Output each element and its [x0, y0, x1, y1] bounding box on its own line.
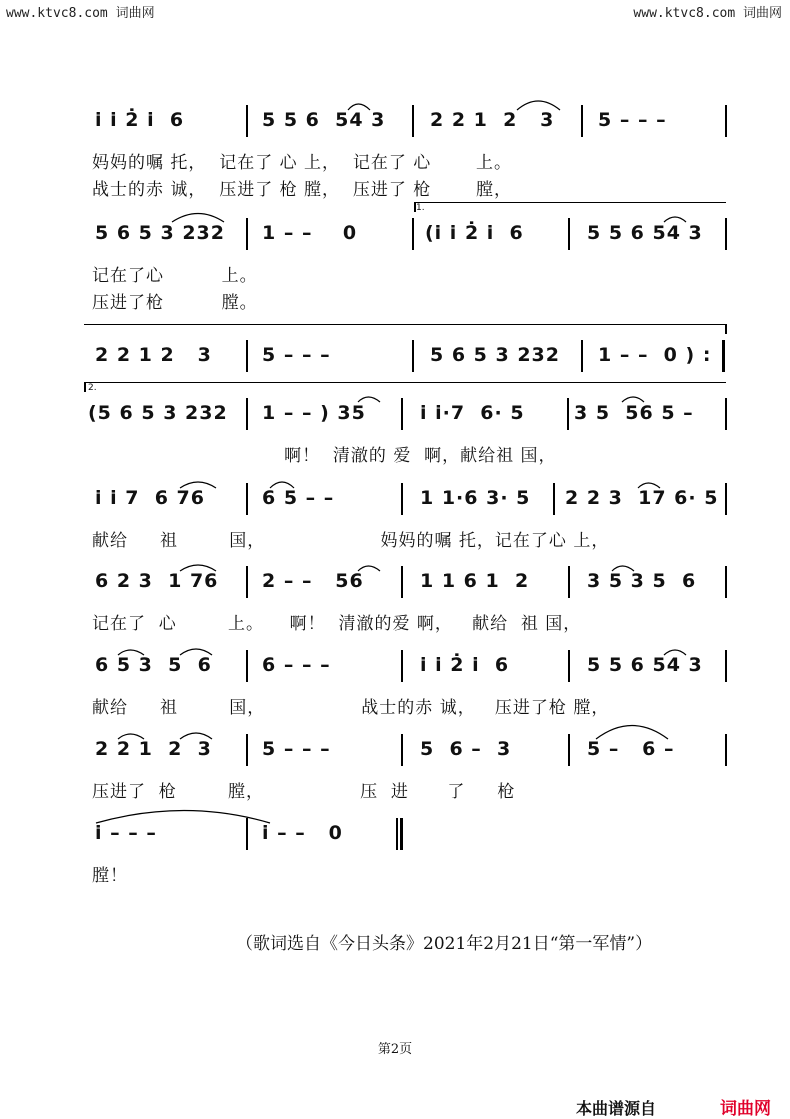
barline	[567, 398, 569, 430]
measure: 1 – – 0 ) :	[598, 344, 712, 366]
measure: 5 6 5 3 232	[95, 222, 226, 244]
final-barline-thick	[400, 818, 403, 850]
barline	[725, 734, 727, 766]
measure: 1 1 6 1 2	[420, 570, 530, 592]
lyric-line: 压进了枪 膛。	[92, 293, 258, 313]
barline	[412, 340, 414, 372]
lyric-line: 战士的赤 诚， 压进了 枪 膛， 压进了 枪 膛，	[92, 180, 513, 200]
measure: 2 2 1 2 3	[95, 344, 212, 366]
barline	[412, 105, 414, 137]
barline	[553, 483, 555, 515]
measure: (i i 2̇ i 6	[425, 222, 524, 244]
measure: 5 – – –	[598, 109, 667, 131]
barline	[725, 566, 727, 598]
barline	[568, 650, 570, 682]
barline	[246, 734, 248, 766]
watermark-left: www.ktvc8.com 词曲网	[6, 6, 155, 21]
barline	[401, 566, 403, 598]
barline	[246, 650, 248, 682]
measure: 2 2 3 17 6· 5	[565, 487, 719, 509]
barline	[246, 483, 248, 515]
lyric-line: 记在了 心 上。 啊！ 清澈的爱 啊， 献给 祖 国，	[92, 614, 582, 634]
barline	[246, 105, 248, 137]
barline	[246, 340, 248, 372]
measure: 1 – – ) 35	[262, 402, 366, 424]
page-number: 第2页	[377, 1042, 413, 1057]
measure: i i·7 6· 5	[420, 402, 525, 424]
measure: i – – 0	[262, 822, 343, 844]
measure: 5 5 6 54 3	[587, 654, 703, 676]
measure: 5 – – –	[262, 344, 331, 366]
barline	[725, 218, 727, 250]
final-barline-thin	[396, 818, 398, 850]
volta-number: 1.	[416, 203, 425, 213]
barline	[725, 105, 727, 137]
barline	[568, 566, 570, 598]
repeat-end-barline	[722, 340, 725, 372]
volta-bracket	[84, 382, 726, 383]
lyric-line: 膛！	[92, 866, 128, 886]
measure: 5 – 6 –	[587, 738, 675, 760]
measure: 5 6 5 3 232	[430, 344, 561, 366]
volta-bracket-end	[725, 324, 727, 334]
measure: 6 – – –	[262, 654, 331, 676]
lyric-line: 献给 祖 国， 妈妈的嘱 托，记在了心 上，	[92, 531, 610, 551]
measure: 6 5 – –	[262, 487, 335, 509]
measure: 1 – – 0	[262, 222, 358, 244]
measure: 2 – – 56	[262, 570, 364, 592]
measure: 6 2 3 1 76	[95, 570, 219, 592]
measure: 3 5 3 5 6	[587, 570, 697, 592]
barline	[401, 650, 403, 682]
barline	[246, 818, 248, 850]
barline	[581, 105, 583, 137]
measure: 5 5 6 54 3	[587, 222, 703, 244]
watermark-right: www.ktvc8.com 词曲网	[633, 6, 782, 21]
lyric-line: 记在了心 上。	[92, 266, 258, 286]
volta-bracket-start	[84, 382, 86, 392]
barline	[246, 218, 248, 250]
barline	[401, 398, 403, 430]
volta-number: 2.	[88, 383, 97, 393]
measure: i – – –	[95, 822, 157, 844]
barline	[725, 650, 727, 682]
barline	[246, 566, 248, 598]
measure: (5 6 5 3 232	[88, 402, 228, 424]
measure: i i 2̇ i 6	[420, 654, 510, 676]
lyric-line: 啊！ 清澈的 爱 啊，献给祖 国，	[92, 446, 557, 466]
lyric-line: 妈妈的嘱 托， 记在了 心 上， 记在了 心 上。	[92, 153, 513, 173]
lyric-line: 压进了 枪 膛， 压 进 了 枪	[92, 782, 516, 802]
measure: 2 2 1 2 3	[430, 109, 555, 131]
barline	[412, 218, 414, 250]
measure: 5 5 6 54 3	[262, 109, 386, 131]
barline	[568, 218, 570, 250]
barline	[581, 340, 583, 372]
measure: 6 5 3 5 6	[95, 654, 212, 676]
lyric-line: 献给 祖 国， 战士的赤 诚， 压进了枪 膛，	[92, 698, 610, 718]
barline	[725, 398, 727, 430]
measure: 5 6 – 3	[420, 738, 512, 760]
barline	[725, 483, 727, 515]
barline	[246, 398, 248, 430]
volta-bracket	[84, 324, 726, 325]
source-note: （歌词选自《今日头条》2021年2月21日“第一军情”）	[236, 934, 653, 954]
measure: 3 5 56 5 –	[574, 402, 694, 424]
footer-logo: 词曲网	[720, 1099, 771, 1119]
measure: 2 2 1 2 3	[95, 738, 212, 760]
volta-bracket	[414, 202, 726, 203]
footer-source-label: 本曲谱源自	[576, 1099, 657, 1118]
barline	[401, 734, 403, 766]
measure: 5 – – –	[262, 738, 331, 760]
measure: 1 1·6 3· 5	[420, 487, 531, 509]
barline	[568, 734, 570, 766]
measure: i i 2̇ i 6	[95, 109, 185, 131]
measure: i i 7 6 76	[95, 487, 205, 509]
barline	[401, 483, 403, 515]
